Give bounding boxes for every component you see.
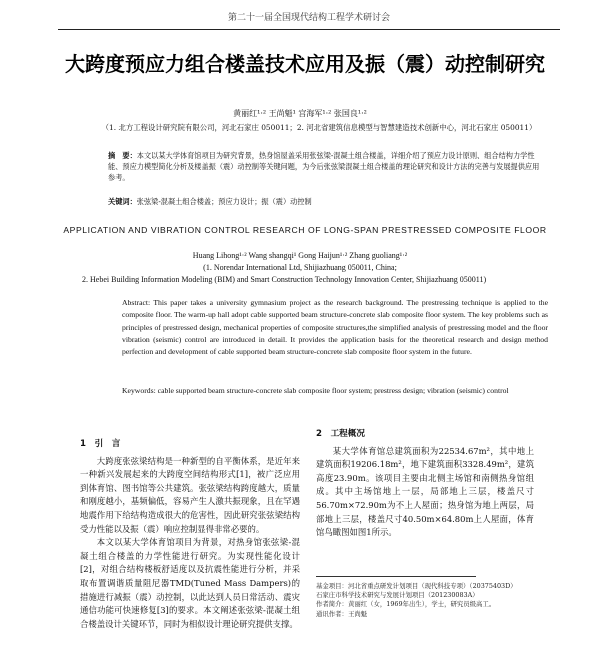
abstract-cn-label: 摘 要： [108, 151, 137, 160]
abstract-en-text: This paper takes a university gymnasium project as the research background. The prestressing technique is applied to the composite floor. The warm-up hall adopt cable supported beam structure-concrete slab composite floor system. The key problems such as principles of prestressed design, mechanical properties of composite structures,the simplified analysis of prestressing model and the floor vibration (seismic) control are introduced in detail. It provides the application basis for the theoretical research and design method perfection and development of cable supported beam structure-concrete slab composite floor system in the future. [122, 298, 548, 357]
footnote-line-4: 通讯作者：王尚魁 [316, 609, 368, 618]
affiliation-en-1: (1. Norendar International Ltd, Shijiazhuang 050011, China; [203, 263, 397, 272]
footnote-line-3: 作者简介：黄丽红（女，1969年出生），学士，研究员级高工。 [316, 600, 496, 609]
keywords-en-label: Keywords: [122, 386, 156, 395]
right-column [316, 428, 534, 540]
authors-en: Huang Lihong¹·² Wang shangqi¹ Gong Haijun¹·² Zhang guoliang¹·² [192, 251, 408, 260]
running-header-text: 第二十一届全国现代结构工程学术研讨会 [227, 13, 390, 23]
header-rule [58, 29, 560, 30]
section-1-paragraph-2: 本文以某大学体育馆项目为背景，对热身馆张弦梁-混凝土组合楼盖的力学性能进行研究。为实现性能化设计[2]，对组合结构楼板舒适度以及抗震性能进行分析，并采取布置调谐质量阻尼器TMD(Tuned Mass Dampers)的措施进行减振（震）动控制，以此达到人员日常活动、震灾通信功能可快速修复[3]的要求。本文阐述张弦梁-混凝土组合楼盖设计关键环节，同时为相似设计理论研究提供支撑。 [80, 537, 300, 629]
section-2-heading: 2 工程概况 [316, 429, 365, 439]
affiliation-cn: （1. 北方工程设计研究院有限公司，河北石家庄 050011；2. 河北省建筑信息模型与智慧建造技术创新中心，河北石家庄 050011） [101, 123, 537, 132]
abstract-en-label: Abstract: [122, 298, 151, 307]
footnote-line-2: 石家庄市科学技术研究与发展计划项目（201230083A） [316, 591, 479, 600]
abstract-cn [108, 150, 540, 183]
abstract-cn-text: 本文以某大学体育馆项目为研究背景，热身馆屋盖采用张弦梁-混凝土组合楼盖，详细介绍了预应力设计原则、组合结构力学性能、预应力模型简化分析及楼盖振（震）动控制等关键问题，为今后张弦梁混凝土组合楼盖的理论研究和设计方法的完善与发展提供应用参考。 [108, 151, 540, 182]
keywords-cn-text: 张弦梁-混凝土组合楼盖；预应力设计；振（震）动控制 [136, 197, 312, 206]
affiliation-en-2: 2. Hebei Building Information Modeling (BIM) and Smart Construction Technology Innovation Center, Shijiazhuang 050011) [82, 275, 487, 284]
section-1-paragraph-1: 大跨度张弦梁结构是一种新型的自平衡体系，是近年来一种新兴发展起来的大跨度空间结构形式[1]，被广泛应用到体育馆、图书馆等公共建筑。张弦梁结构跨度越大，质量和刚度越小，基频偏低，容易产生人激共振现象，且在罕遇地震作用下给结构造成很大的危害性，因此研究张弦梁结构受力性能以及振（震）响应控制显得非常必要的。 [80, 455, 300, 534]
footnote-line-1: 基金项目：河北省重点研发计划项目（现代科技专项）（20375403D） [316, 582, 517, 590]
abstract-en [122, 297, 548, 358]
keywords-cn-label: 关键词： [108, 197, 137, 206]
paper-title-en: APPLICATION AND VIBRATION CONTROL RESEARCH OF LONG-SPAN PRESTRESSED COMPOSITE FLOOR [63, 225, 547, 235]
paper-title-cn: 大跨度预应力组合楼盖技术应用及振（震）动控制研究 [65, 52, 545, 76]
section-1-heading: 1 引 言 [80, 439, 121, 449]
keywords-cn [108, 197, 540, 207]
footnote [316, 582, 542, 619]
authors-cn: 黄丽红¹·² 王尚魁¹ 宫海军¹·² 张国良¹·² [233, 109, 367, 118]
running-header [58, 10, 560, 32]
keywords-en [122, 385, 548, 397]
section-2-paragraph-1: 某大学体育馆总建筑面积为22534.67m²，其中地上建筑面积19206.18m²，地下建筑面积3328.49m²，建筑高度23.90m。该项目主要由北侧主场馆和南侧热身馆组成。其中主场馆地上一层，局部地上三层，楼盖尺寸56.70m×72.90m为不上人屋面；热身馆为地上两层，局部地上三层，楼盖尺寸40.50m×64.80m上人屋面，体育馆鸟瞰图如图1所示。 [316, 445, 534, 538]
footnote-rule [316, 576, 476, 577]
left-column [80, 438, 300, 631]
keywords-en-text: cable supported beam structure-concrete slab composite floor system; prestress design; vibration (seismic) control [157, 386, 509, 395]
